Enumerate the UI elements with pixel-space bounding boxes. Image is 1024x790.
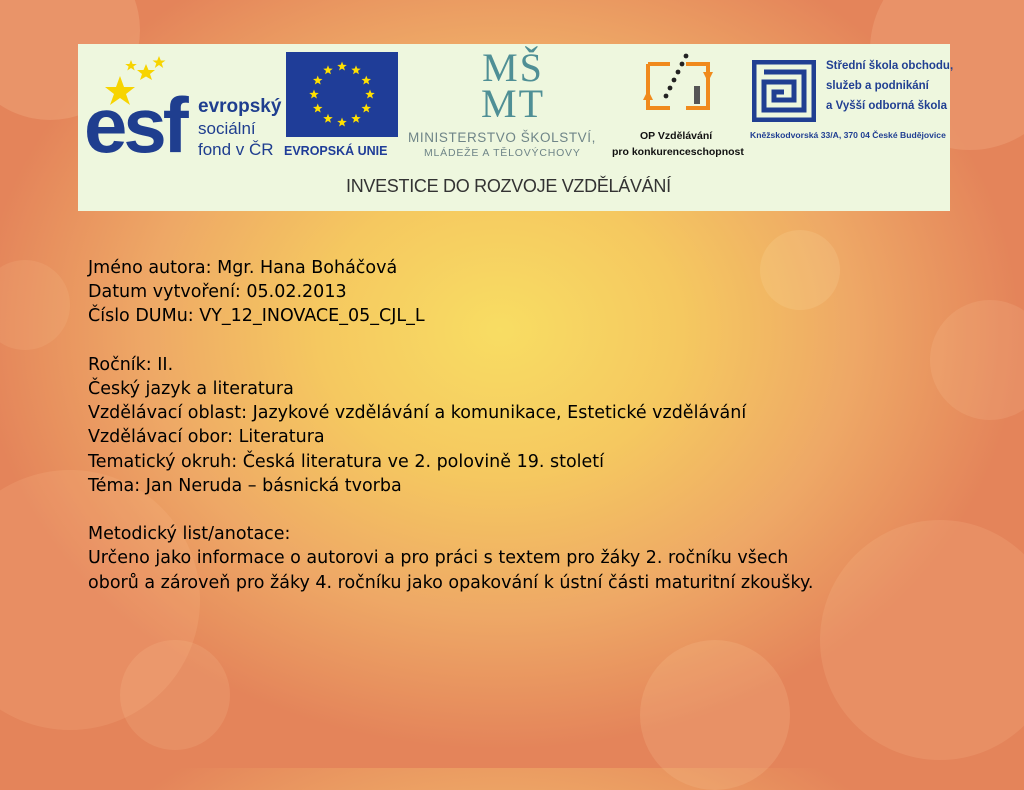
- school-emblem-icon: [752, 60, 816, 122]
- school-address: Kněžskodvorská 33/A, 370 04 České Budějovice: [750, 130, 946, 140]
- author-line: Jméno autora: Mgr. Hana Boháčová: [88, 258, 398, 278]
- esf-logo: [84, 52, 284, 169]
- eu-flag-icon: [286, 52, 398, 137]
- date-line: Datum vytvoření: 05.02.2013: [88, 282, 347, 303]
- school-line-1: Střední škola obchodu,: [826, 60, 954, 72]
- eu-logo: [284, 52, 404, 162]
- topic-area-line: Tematický okruh: Česká literatura ve 2. polovině 19. století: [88, 451, 605, 472]
- school-line-3: a Vyšší odborná škola: [826, 100, 948, 112]
- op-line-2: pro konkurenceschopnost: [612, 146, 744, 158]
- op-line-1: OP Vzdělávání: [640, 130, 713, 142]
- grade-line: Ročník: II.: [88, 354, 174, 375]
- eu-caption: EVROPSKÁ UNIE: [284, 144, 388, 158]
- esf-line-3: fond v ČR: [198, 140, 274, 159]
- bokeh-circle: [0, 260, 70, 350]
- msmt-line-1: MINISTERSTVO ŠKOLSTVÍ,: [408, 130, 596, 145]
- op-logo: [610, 50, 750, 165]
- school-line-2: služeb a podnikání: [826, 80, 929, 92]
- subject-line: Český jazyk a literatura: [88, 379, 294, 399]
- logo-banner: [78, 44, 954, 211]
- annotation-line-2: oborů a zároveň pro žáky 4. ročníku jako opakování k ústní části maturitní zkoušky.: [88, 572, 814, 593]
- spacer: [88, 498, 968, 522]
- school-logo: [750, 58, 954, 158]
- education-area-line: Vzdělávací oblast: Jazykové vzdělávání a komunikace, Estetické vzdělávání: [88, 403, 747, 424]
- banner-slogan: INVESTICE DO ROZVOJE VZDĚLÁVÁNÍ: [346, 176, 671, 196]
- msmt-logo: [408, 45, 608, 165]
- education-field-line: Vzdělávací obor: Literatura: [88, 427, 325, 448]
- msmt-mark: MŠ MT: [481, 45, 545, 126]
- document-info: [88, 256, 968, 595]
- dum-number-line: Číslo DUMu: VY_12_INOVACE_05_CJL_L: [88, 306, 425, 327]
- spacer: [88, 329, 968, 353]
- msmt-line-2: MLÁDEŽE A TĚLOVÝCHOVY: [424, 147, 581, 159]
- annotation-line-1: Určeno jako informace o autorovi a pro práci s textem pro žáky 2. ročníku všech: [88, 548, 789, 569]
- esf-line-2: sociální: [198, 119, 256, 138]
- esf-wordmark: esf: [84, 81, 185, 169]
- methodology-heading: Metodický list/anotace:: [88, 524, 291, 545]
- esf-line-1: evropský: [198, 96, 282, 117]
- op-vk-icon: [638, 50, 718, 122]
- topic-line: Téma: Jan Neruda – básnická tvorba: [88, 475, 402, 496]
- bokeh-circle: [120, 640, 230, 750]
